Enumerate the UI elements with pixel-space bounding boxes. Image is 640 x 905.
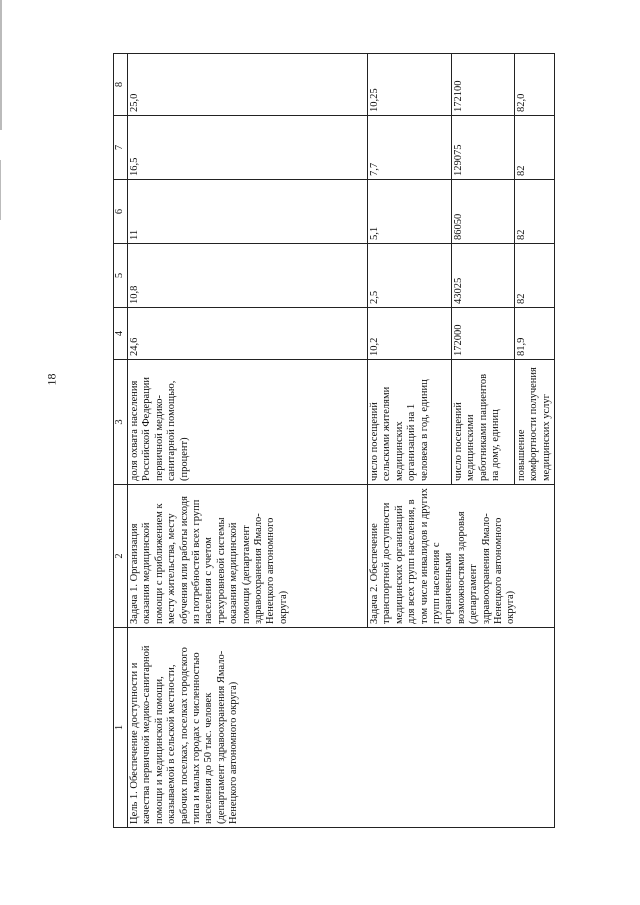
indicator-cell: число посещений медицинскими работниками пациентов на дому, единиц (452, 360, 515, 485)
task-cell: Задача 2. Обеспечение транспортной доступности медицинских организаций для всех групп населения, в том числе инвалидов и других групп населения с ограниченными возможностями здоровья (департамент здравоохранения Ямало-Ненецкого автономного округа) (368, 485, 555, 628)
header-cell: 5 (114, 244, 128, 308)
rotated-table-container (113, 54, 554, 828)
header-cell: 1 (114, 628, 128, 828)
value-cell: 24,6 (128, 308, 368, 360)
value-cell: 86050 (452, 180, 515, 244)
value-cell: 16,5 (128, 116, 368, 180)
value-cell: 82 (515, 180, 555, 244)
value-cell: 11 (128, 180, 368, 244)
header-cell: 6 (114, 180, 128, 244)
goal-cell: Цель 1. Обеспечение доступности и качества первичной медико-санитарной помощи и медицинской помощи, оказываемой в сельской местности, рабочих поселках, поселках городского типа и малых городах с численностью населения до 50 тыс. человек (департамент здравоохранения Ямало-Ненецкого автономного округа) (128, 628, 555, 828)
value-cell: 7,7 (368, 116, 452, 180)
table-row (128, 54, 368, 828)
header-cell: 4 (114, 308, 128, 360)
header-cell: 8 (114, 54, 128, 116)
header-cell: 7 (114, 116, 128, 180)
value-cell: 82,0 (515, 54, 555, 116)
scan-mark (0, 160, 1, 220)
value-cell: 2,5 (368, 244, 452, 308)
value-cell: 129075 (452, 116, 515, 180)
value-cell: 81,9 (515, 308, 555, 360)
indicator-cell: доля охвата населения Российской Федерации первичной медико-санитарной помощью, (процент) (128, 360, 368, 485)
value-cell: 25,0 (128, 54, 368, 116)
indicators-table (113, 53, 555, 828)
task-cell: Задача 1. Организация оказания медицинской помощи с приближением к месту жительства, месту обучения или работы исходя из потребностей всех групп населения с учетом трехуровневой системы оказания медицинской помощи (департамент здравоохранения Ямало-Ненецкого автономного округа) (128, 485, 368, 628)
value-cell: 10,8 (128, 244, 368, 308)
header-cell: 2 (114, 485, 128, 628)
header-cell: 3 (114, 360, 128, 485)
indicator-cell: число посещений сельскими жителями медицинских организаций на 1 человека в год, единиц (368, 360, 452, 485)
value-cell: 172000 (452, 308, 515, 360)
header-row (114, 54, 128, 828)
value-cell: 43025 (452, 244, 515, 308)
value-cell: 172100 (452, 54, 515, 116)
value-cell: 5,1 (368, 180, 452, 244)
indicator-cell: повышение комфортности получения медицинских услуг (515, 360, 555, 485)
value-cell: 82 (515, 244, 555, 308)
page-number: 18 (44, 373, 59, 386)
value-cell: 10,2 (368, 308, 452, 360)
scan-mark (0, 0, 2, 130)
value-cell: 10,25 (368, 54, 452, 116)
value-cell: 82 (515, 116, 555, 180)
